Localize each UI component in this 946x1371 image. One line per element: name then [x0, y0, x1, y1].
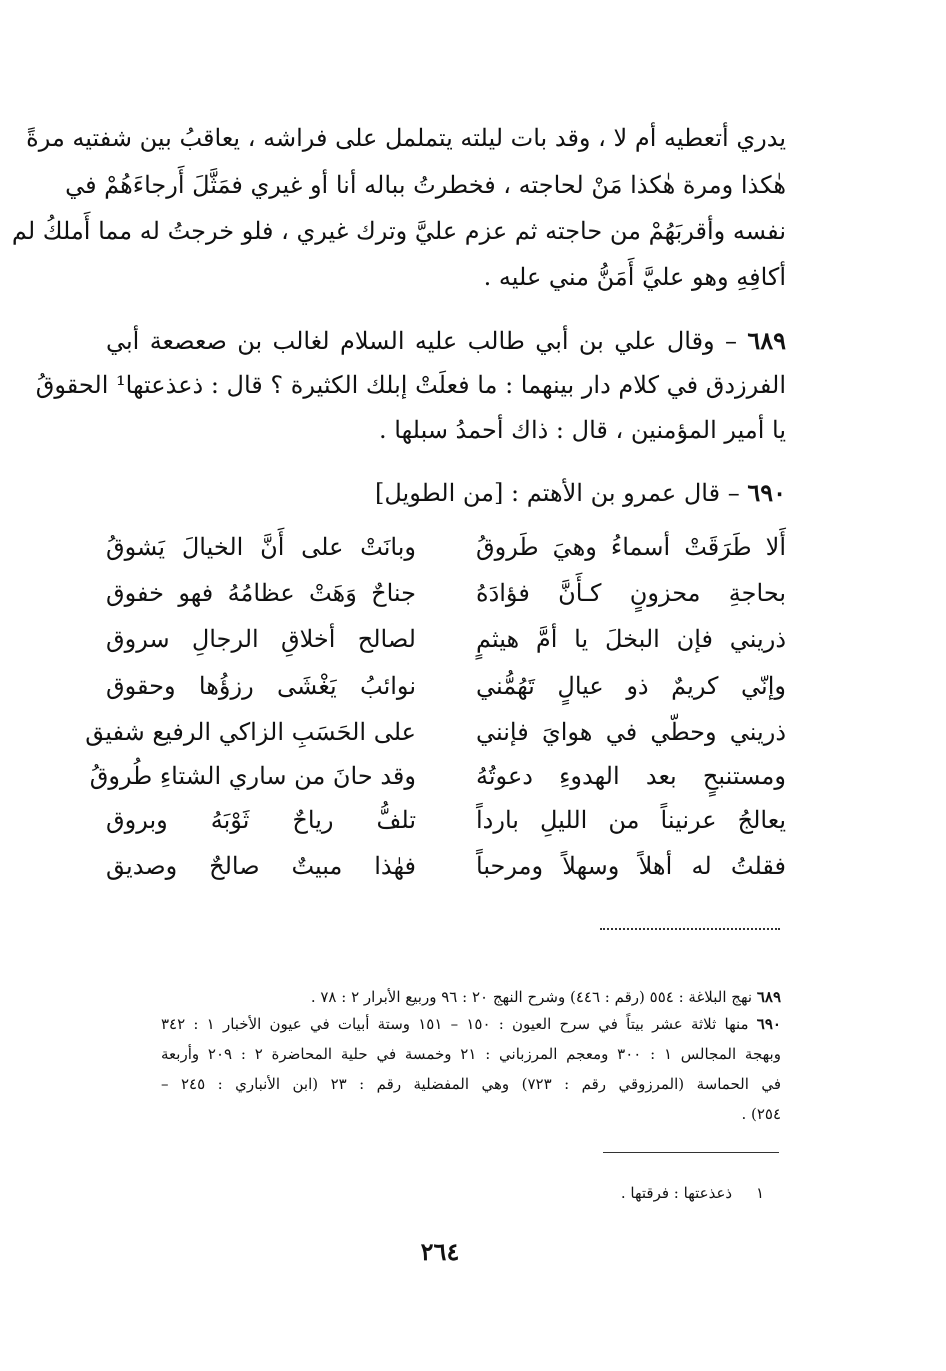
note-690-line: في الحماسة (المرزوقي رقم : ٧٢٣) وهي المفضلية رقم : ٢٣ (ابن الأنباري : ٢٤٥ – [161, 1075, 781, 1093]
verse [89, 756, 786, 800]
page-number: ٢٦٤ [420, 1237, 460, 1266]
verse [106, 846, 786, 890]
verse-second-hemistich: جناحٌ وَهَتْ عظامُهُ فهو خفوق [106, 579, 416, 607]
verse-second-hemistich: تلفُّ رياحٌ ثَوْبَهُ وبروق [106, 806, 416, 834]
verse-first-hemistich: ومستنبحٍ بعد الهدوءِ دعوتُهُ [476, 762, 786, 790]
verse-second-hemistich: على الحَسَبِ الزاكي الرفيع شفيق [85, 718, 416, 746]
verse-second-hemistich: وقد حانَ من ساري الشتاءِ طُروقُ [89, 762, 416, 790]
footnote [621, 1181, 764, 1205]
note-number: ٦٨٩ [756, 988, 781, 1006]
verse-second-hemistich: فهٰذا مبيتٌ صالحٌ وصديق [106, 852, 416, 880]
footnote-text: ذعذعتها : فرقتها . [620, 1184, 733, 1202]
verse [106, 619, 786, 663]
section-690-intro: – قال عمرو بن الأهتم : [511, 479, 740, 507]
section-number: ٦٨٩ [747, 326, 786, 355]
note-690-line: ٢٥٤) . [741, 1105, 781, 1123]
verse-first-hemistich: ذريني فإن البخلَ يا أمَّ هيثمٍ [476, 625, 786, 653]
section-690-heading [106, 475, 786, 511]
section-number: ٦٩٠ [747, 478, 786, 507]
section-689-line: الفرزدق في كلام دار بينهما : ما فعلَتْ إبلك الكثيرة ؟ قال : ذعذعتها¹ الحقوقُ [35, 371, 786, 399]
verse [106, 800, 786, 844]
verse-second-hemistich: نوائبُ يَغْشَى رزؤُها وحقوق [106, 672, 416, 700]
footnote-separator [603, 1152, 779, 1153]
note-690-line [161, 1012, 781, 1036]
paragraph-line: يدري أتعطيه أم لا ، وقد بات ليلته يتململ على فراشه ، يعاقبُ بين شفتيه مرةً [26, 124, 786, 152]
verse [106, 527, 786, 571]
note-690-line: وبهجة المجالس ١ : ٣٠٠ ومعجم المرزباني : ٢١ وخمسة في حلية المحاضرة ٢ : ٢٠٩ وأربعة [161, 1045, 781, 1063]
verse-first-hemistich: وإنّي كريمٌ ذو عيالٍ تَهُمُّني [476, 672, 786, 700]
note-689 [161, 985, 781, 1009]
verse-first-hemistich: يعالجُ عرنيناً من الليلِ بارداً [476, 806, 786, 834]
verse-first-hemistich: ذريني وحطّي في هوايَ فإنني [476, 718, 786, 746]
verse-second-hemistich: وبانَتْ على أَنَّ الخيالَ يَشوقُ [106, 533, 416, 561]
note-text: منها ثلاثة عشر بيتاً في سرح العيون : ١٥٠ – ١٥١ وستة أبيات في عيون الأخبار ١ : ٣٤٢ [161, 1015, 749, 1033]
notes-separator [600, 928, 780, 930]
note-number: ٦٩٠ [756, 1015, 781, 1033]
verse [106, 573, 786, 617]
footnote-marker: ١ [755, 1184, 764, 1202]
verse-second-hemistich: لصالح أخلاقِ الرجالِ سروق [106, 625, 416, 653]
verse [85, 712, 786, 756]
verse-first-hemistich: بحاجةِ محزونٍ كـأَنَّ فؤادَهُ [476, 579, 786, 607]
section-689-line: يا أمير المؤمنين ، قال : ذاك أحمدُ سبلها . [379, 416, 786, 444]
paragraph-line: هٰكذا ومرة هٰكذا مَنْ لحاجته ، فخطرتُ بباله أنا أو غيري فمَثَّلَ أَرجاءَهُمْ في [65, 171, 786, 199]
note-text: نهج البلاغة : ٥٥٤ (رقم : ٤٤٦) وشرح النهج ٢٠ : ٩٦ وربيع الأبرار ٢ : ٧٨ . [310, 988, 753, 1006]
paragraph-line: نفسه وأقربَهُمْ من حاجته ثم عزم عليَّ وترك غيري ، فلو خرجتُ له مما أَملكُ لم [11, 217, 786, 245]
section-689-line [106, 323, 786, 359]
paragraph-line: أكافِهِ وهو عليَّ أَمَنُّ مني عليه . [483, 263, 786, 291]
verse [106, 666, 786, 710]
verse-first-hemistich: أَلا طَرَقَتْ أسماءُ وهيَ طَروقُ [476, 533, 786, 561]
verse-first-hemistich: فقلتُ له أهلاً وسهلاً ومرحباً [476, 852, 786, 880]
poem-meter: [من الطويل] [374, 479, 504, 507]
section-689-text: – وقال علي بن أبي طالب عليه السلام لغالب بن صعصعة أبي [106, 327, 737, 355]
